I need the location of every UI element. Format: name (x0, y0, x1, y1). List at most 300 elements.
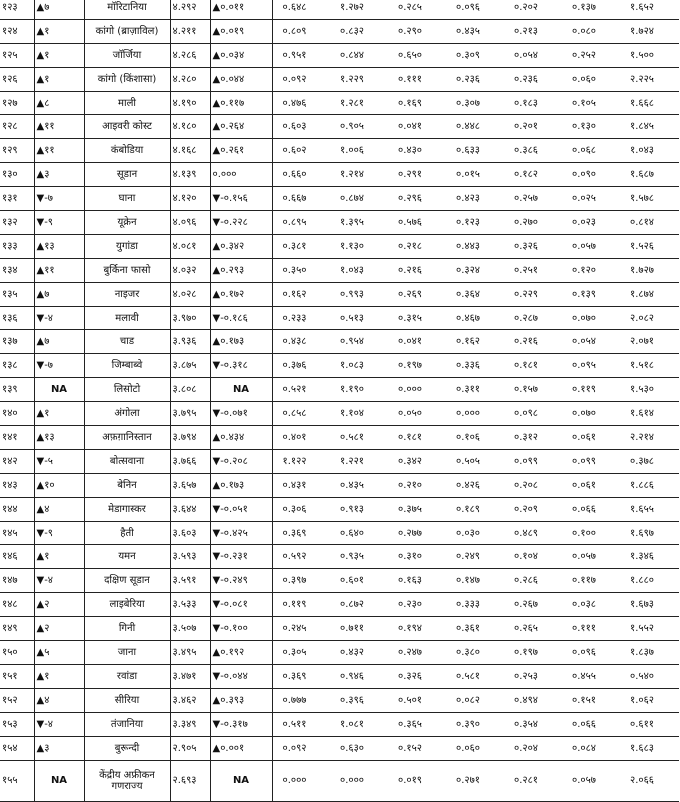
value-cell: ०.०५४ (504, 43, 562, 67)
table-row (0, 258, 679, 282)
value-cell: ०.२१८ (388, 234, 446, 258)
value-cell: ०.०५४ (562, 330, 620, 354)
value-cell: ०.९३५ (330, 545, 388, 569)
value-cell: १.२१४ (330, 163, 388, 187)
value-cell: ०.१३० (562, 115, 620, 139)
value-cell: ०.१८१ (504, 354, 562, 378)
value-cell: ०.६६० (272, 163, 330, 187)
value-cell: ०.२६५ (504, 617, 562, 641)
table-row (0, 115, 679, 139)
score-cell: ४.२९२ (170, 0, 210, 19)
value-cell: ०.५८१ (330, 426, 388, 450)
value-cell: ०.६०१ (330, 569, 388, 593)
table-row (0, 521, 679, 545)
score-cell: ३.५९३ (170, 545, 210, 569)
country-cell: यमन (84, 545, 170, 569)
rank-change-cell: ▲१ (34, 402, 84, 426)
table-row (0, 211, 679, 235)
value-cell: ०.२८१ (504, 760, 562, 801)
value-cell: ०.३९६ (330, 688, 388, 712)
value-cell: ०.३१० (388, 545, 446, 569)
score-change-cell: ▲०.०४४ (210, 67, 272, 91)
value-cell: ०.०२५ (562, 187, 620, 211)
table-row (0, 712, 679, 736)
value-cell: १.०८३ (330, 354, 388, 378)
country-cell: आइवरी कोस्ट (84, 115, 170, 139)
value-cell: ०.४३० (388, 139, 446, 163)
score-change-cell: ▼-०.०५१ (210, 497, 272, 521)
value-cell: ०.४२३ (446, 187, 504, 211)
score-cell: ३.८७५ (170, 354, 210, 378)
value-cell: ०.१५१ (562, 688, 620, 712)
value-cell: ०.८९५ (272, 211, 330, 235)
value-cell: ०.३७५ (388, 497, 446, 521)
rank-change-cell: ▲१० (34, 473, 84, 497)
country-cell: जिम्बाब्वे (84, 354, 170, 378)
value-cell: ०.०४१ (388, 330, 446, 354)
value-cell: १.१०४ (330, 402, 388, 426)
score-change-cell: ▼-०.२०८ (210, 449, 272, 473)
value-cell: ०.२५७ (504, 187, 562, 211)
rank-cell: १३० (0, 163, 34, 187)
value-cell: ०.३०७ (446, 91, 504, 115)
value-cell: ०.१५७ (504, 378, 562, 402)
value-cell: ०.१०५ (562, 91, 620, 115)
value-cell: ०.१११ (562, 617, 620, 641)
value-cell: ०.७११ (330, 617, 388, 641)
value-cell: १.५०० (620, 43, 679, 67)
value-cell: ०.३२६ (388, 664, 446, 688)
score-change-cell: ०.००० (210, 163, 272, 187)
country-cell: युगांडा (84, 234, 170, 258)
country-cell: मॉरिटानिया (84, 0, 170, 19)
score-change-cell: ▲०.०३४ (210, 43, 272, 67)
score-change-cell: ▲०.०११ (210, 0, 272, 19)
value-cell: ०.०८२ (446, 688, 504, 712)
score-change-cell: ▼-०.१०० (210, 617, 272, 641)
country-cell: बुर्किना फासो (84, 258, 170, 282)
table-row (0, 473, 679, 497)
value-cell: ०.२३० (388, 593, 446, 617)
value-cell: ०.१२३ (446, 211, 504, 235)
value-cell: ०.४५५ (562, 664, 620, 688)
table-row (0, 641, 679, 665)
value-cell: ०.६०२ (272, 139, 330, 163)
rank-cell: १४७ (0, 569, 34, 593)
value-cell: ०.१८३ (504, 91, 562, 115)
value-cell: ०.३६५ (388, 712, 446, 736)
score-cell: ३.४७१ (170, 664, 210, 688)
value-cell: ०.८५८ (272, 402, 330, 426)
value-cell: ०.९०५ (330, 115, 388, 139)
table-row (0, 91, 679, 115)
rank-change-cell: ▲५ (34, 641, 84, 665)
score-change-cell: ▼-०.०७१ (210, 402, 272, 426)
value-cell: ०.१२० (562, 258, 620, 282)
value-cell: ०.६६७ (272, 187, 330, 211)
table-row (0, 449, 679, 473)
value-cell: १.६७३ (620, 593, 679, 617)
country-cell: तंजानिया (84, 712, 170, 736)
value-cell: ०.३९७ (272, 569, 330, 593)
value-cell: १.५१८ (620, 354, 679, 378)
value-cell: ०.०३० (446, 521, 504, 545)
value-cell: ०.३८० (446, 641, 504, 665)
value-cell: ०.३७८ (620, 449, 679, 473)
score-cell: ३.४६२ (170, 688, 210, 712)
rank-cell: १५२ (0, 688, 34, 712)
value-cell: ०.०२३ (562, 211, 620, 235)
score-cell: ३.६४४ (170, 497, 210, 521)
value-cell: ०.०६६ (562, 712, 620, 736)
value-cell: ०.२९१ (388, 163, 446, 187)
value-cell: ०.०९५ (562, 354, 620, 378)
table-row (0, 497, 679, 521)
value-cell: ०.४८९ (504, 521, 562, 545)
country-cell: मेडागास्कर (84, 497, 170, 521)
value-cell: ०.२०९ (504, 497, 562, 521)
value-cell: ०.८३२ (330, 19, 388, 43)
value-cell: ०.०६० (562, 67, 620, 91)
value-cell: ०.११९ (562, 378, 620, 402)
value-cell: ०.८०९ (272, 19, 330, 43)
value-cell: १.५५२ (620, 617, 679, 641)
score-cell: ३.८०८ (170, 378, 210, 402)
country-cell: केंद्रीय अफ्रीकन गणराज्य (84, 760, 170, 801)
rank-cell: १४१ (0, 426, 34, 450)
value-cell: ०.०६१ (562, 426, 620, 450)
value-cell: ०.०७० (562, 402, 620, 426)
value-cell: ०.१९७ (504, 641, 562, 665)
rank-change-cell: ▲१३ (34, 234, 84, 258)
value-cell: १.५३० (620, 378, 679, 402)
value-cell: ०.३८६ (504, 139, 562, 163)
value-cell: ०.६४० (330, 521, 388, 545)
value-cell: ०.५०५ (446, 449, 504, 473)
rank-change-cell: ▲७ (34, 330, 84, 354)
value-cell: ०.२०४ (504, 736, 562, 760)
rank-change-cell: ▲२ (34, 593, 84, 617)
rank-cell: १४५ (0, 521, 34, 545)
rank-cell: १४२ (0, 449, 34, 473)
value-cell: ०.१३९ (562, 282, 620, 306)
value-cell: ०.१९४ (388, 617, 446, 641)
table-row (0, 43, 679, 67)
country-cell: जॉर्जिया (84, 43, 170, 67)
score-cell: ३.५३३ (170, 593, 210, 617)
table-row (0, 306, 679, 330)
value-cell: ०.०९६ (446, 0, 504, 19)
value-cell: १.६६८ (620, 91, 679, 115)
value-cell: १.५२६ (620, 234, 679, 258)
value-cell: ०.०९२ (272, 67, 330, 91)
value-cell: ०.९५४ (330, 330, 388, 354)
value-cell: ०.०८४ (562, 736, 620, 760)
table-row (0, 617, 679, 641)
score-cell: ४.१६८ (170, 139, 210, 163)
value-cell: ०.१६९ (388, 91, 446, 115)
rank-change-cell: ▼-७ (34, 354, 84, 378)
value-cell: ०.३२६ (504, 234, 562, 258)
score-cell: ४.०८१ (170, 234, 210, 258)
score-cell: ३.६०३ (170, 521, 210, 545)
table-row (0, 593, 679, 617)
value-cell: ०.१५२ (388, 736, 446, 760)
rank-change-cell: ▲११ (34, 139, 84, 163)
value-cell: ०.००० (330, 760, 388, 801)
value-cell: १.१९० (330, 378, 388, 402)
rank-cell: १५३ (0, 712, 34, 736)
score-cell: २.९०५ (170, 736, 210, 760)
value-cell: ०.१४७ (446, 569, 504, 593)
score-cell: ४.१३९ (170, 163, 210, 187)
rank-change-cell: ▼-४ (34, 306, 84, 330)
value-cell: १.७२७ (620, 258, 679, 282)
value-cell: ०.५९२ (272, 545, 330, 569)
rank-change-cell: ▲११ (34, 115, 84, 139)
country-cell: रवांडा (84, 664, 170, 688)
value-cell: ०.४९४ (504, 688, 562, 712)
score-cell: ४.२८६ (170, 43, 210, 67)
score-change-cell: ▲०.१९२ (210, 641, 272, 665)
value-cell: १.२७२ (330, 0, 388, 19)
rank-change-cell: ▼-९ (34, 521, 84, 545)
value-cell: ०.२४७ (388, 641, 446, 665)
score-cell: ३.३४९ (170, 712, 210, 736)
value-cell: १.७२४ (620, 19, 679, 43)
value-cell: ०.११९ (272, 593, 330, 617)
value-cell: १.२८१ (330, 91, 388, 115)
score-cell: ४.१८० (170, 115, 210, 139)
rank-change-cell: ▼-४ (34, 712, 84, 736)
value-cell: ०.२५२ (562, 43, 620, 67)
table-row (0, 234, 679, 258)
value-cell: ०.३६९ (272, 521, 330, 545)
value-cell: ०.२८६ (504, 569, 562, 593)
value-cell: ०.३९० (446, 712, 504, 736)
value-cell: १.८४५ (620, 115, 679, 139)
value-cell: ०.०७० (562, 306, 620, 330)
value-cell: १.०४३ (330, 258, 388, 282)
value-cell: ०.४३५ (330, 473, 388, 497)
value-cell: ०.०९२ (272, 736, 330, 760)
rank-cell: १४४ (0, 497, 34, 521)
country-cell: अंगोला (84, 402, 170, 426)
value-cell: ०.४०१ (272, 426, 330, 450)
country-cell: कांगो (किंशासा) (84, 67, 170, 91)
country-cell: अफ़ग़ानिस्तान (84, 426, 170, 450)
value-cell: ०.४२६ (446, 473, 504, 497)
value-cell: ०.३१२ (504, 426, 562, 450)
table-row (0, 402, 679, 426)
rank-change-cell: ▼-४ (34, 569, 84, 593)
score-cell: ३.९७० (170, 306, 210, 330)
rank-cell: १५४ (0, 736, 34, 760)
value-cell: ०.५१३ (330, 306, 388, 330)
rank-cell: १४६ (0, 545, 34, 569)
value-cell: ०.०४१ (388, 115, 446, 139)
value-cell: ०.६०३ (272, 115, 330, 139)
rank-cell: १२७ (0, 91, 34, 115)
value-cell: १.०८१ (330, 712, 388, 736)
value-cell: ०.००० (446, 402, 504, 426)
rank-change-cell: ▲२ (34, 617, 84, 641)
value-cell: ०.२६७ (504, 593, 562, 617)
value-cell: ०.०५० (388, 402, 446, 426)
value-cell: ०.१८२ (504, 163, 562, 187)
value-cell: ०.००० (388, 378, 446, 402)
value-cell: २.२२५ (620, 67, 679, 91)
table-row (0, 67, 679, 91)
score-change-cell: ▲०.३४२ (210, 234, 272, 258)
value-cell: १.८८० (620, 569, 679, 593)
value-cell: १.८८६ (620, 473, 679, 497)
value-cell: ०.१६२ (446, 330, 504, 354)
value-cell: ०.२३६ (504, 67, 562, 91)
value-cell: ०.३०५ (272, 641, 330, 665)
rank-change-cell: ▲३ (34, 163, 84, 187)
value-cell: ०.१०६ (446, 426, 504, 450)
value-cell: २.०८२ (620, 306, 679, 330)
value-cell: ०.१११ (388, 67, 446, 91)
score-change-cell: ▲०.२९३ (210, 258, 272, 282)
value-cell: ०.२५३ (504, 664, 562, 688)
score-change-cell: NA (210, 378, 272, 402)
country-cell: दक्षिण सूडान (84, 569, 170, 593)
value-cell: ०.८७२ (330, 593, 388, 617)
value-cell: ०.२८५ (388, 0, 446, 19)
value-cell: ०.८४४ (330, 43, 388, 67)
score-change-cell: ▲०.११७ (210, 91, 272, 115)
score-change-cell: ▲०.४३४ (210, 426, 272, 450)
country-cell: बोत्सवाना (84, 449, 170, 473)
rank-cell: १२९ (0, 139, 34, 163)
value-cell: ०.२०१ (504, 115, 562, 139)
table-row (0, 19, 679, 43)
country-cell: बुरून्दी (84, 736, 170, 760)
value-cell: ०.४७६ (272, 91, 330, 115)
score-cell: ४.०२८ (170, 282, 210, 306)
score-cell: ४.१२० (170, 187, 210, 211)
value-cell: १.१३० (330, 234, 388, 258)
value-cell: ०.०६६ (562, 497, 620, 521)
rank-change-cell: ▲१ (34, 43, 84, 67)
score-cell: ३.४९५ (170, 641, 210, 665)
value-cell: ०.४४८ (446, 115, 504, 139)
rank-cell: १४८ (0, 593, 34, 617)
value-cell: ०.२१६ (388, 258, 446, 282)
score-change-cell: ▼-०.२२८ (210, 211, 272, 235)
value-cell: ०.६५० (388, 43, 446, 67)
table-row (0, 760, 679, 801)
score-change-cell: ▼-०.२४९ (210, 569, 272, 593)
value-cell: ०.३६९ (272, 664, 330, 688)
value-cell: ०.२७० (504, 211, 562, 235)
value-cell: ०.५२१ (272, 378, 330, 402)
value-cell: १.०४३ (620, 139, 679, 163)
value-cell: ०.२४५ (272, 617, 330, 641)
value-cell: ०.०५७ (562, 760, 620, 801)
value-cell: ०.२१० (388, 473, 446, 497)
value-cell: ०.८१४ (620, 211, 679, 235)
value-cell: ०.२५१ (504, 258, 562, 282)
score-cell: ४.२११ (170, 19, 210, 43)
value-cell: ०.१८९ (446, 497, 504, 521)
value-cell: १.६८३ (620, 736, 679, 760)
rank-cell: १३५ (0, 282, 34, 306)
value-cell: ०.०६० (446, 736, 504, 760)
rank-cell: १३९ (0, 378, 34, 402)
rank-change-cell: NA (34, 378, 84, 402)
value-cell: ०.२२९ (504, 282, 562, 306)
table-row (0, 187, 679, 211)
rank-cell: १३१ (0, 187, 34, 211)
value-cell: ०.२३६ (446, 67, 504, 91)
value-cell: ०.१६३ (388, 569, 446, 593)
rank-cell: १४९ (0, 617, 34, 641)
score-cell: ३.७६६ (170, 449, 210, 473)
value-cell: ०.१६२ (272, 282, 330, 306)
value-cell: ०.४३८ (272, 330, 330, 354)
score-cell: ३.५९१ (170, 569, 210, 593)
value-cell: ०.२१३ (504, 19, 562, 43)
value-cell: ०.०८० (562, 19, 620, 43)
table-row (0, 664, 679, 688)
value-cell: ०.०९९ (504, 449, 562, 473)
score-cell: ४.२८० (170, 67, 210, 91)
value-cell: १.३९५ (330, 211, 388, 235)
country-cell: कांगो (ब्राज़ाविल) (84, 19, 170, 43)
country-cell: सीरिया (84, 688, 170, 712)
score-change-cell: ▲०.१७२ (210, 282, 272, 306)
rank-cell: १२५ (0, 43, 34, 67)
value-cell: ०.२३३ (272, 306, 330, 330)
table-row (0, 330, 679, 354)
value-cell: ०.४३५ (446, 19, 504, 43)
value-cell: ०.५११ (272, 712, 330, 736)
value-cell: ०.०३८ (562, 593, 620, 617)
value-cell: ०.०९९ (562, 449, 620, 473)
value-cell: १.१२२ (272, 449, 330, 473)
score-cell: २.६९३ (170, 760, 210, 801)
rank-change-cell: NA (34, 760, 84, 801)
value-cell: १.६१४ (620, 402, 679, 426)
rank-cell: १२३ (0, 0, 34, 19)
value-cell: ०.८७४ (330, 187, 388, 211)
score-change-cell: ▼-०.३१८ (210, 354, 272, 378)
rank-change-cell: ▲३ (34, 736, 84, 760)
rank-change-cell: ▲१ (34, 19, 84, 43)
country-cell: यूक्रेन (84, 211, 170, 235)
value-cell: १.६५५ (620, 497, 679, 521)
value-cell: १.०६२ (620, 688, 679, 712)
value-cell: ०.३५० (272, 258, 330, 282)
score-change-cell: ▼-०.३१७ (210, 712, 272, 736)
table-row (0, 688, 679, 712)
value-cell: ०.३१५ (388, 306, 446, 330)
value-cell: १.५७८ (620, 187, 679, 211)
value-cell: १.८३७ (620, 641, 679, 665)
value-cell: ०.३३३ (446, 593, 504, 617)
country-cell: कंबोडिया (84, 139, 170, 163)
score-change-cell: NA (210, 760, 272, 801)
value-cell: ०.७७७ (272, 688, 330, 712)
value-cell: ०.२०२ (504, 0, 562, 19)
score-change-cell: ▼-०.१५६ (210, 187, 272, 211)
rank-change-cell: ▼-९ (34, 211, 84, 235)
value-cell: ०.६११ (620, 712, 679, 736)
value-cell: ०.२९६ (388, 187, 446, 211)
